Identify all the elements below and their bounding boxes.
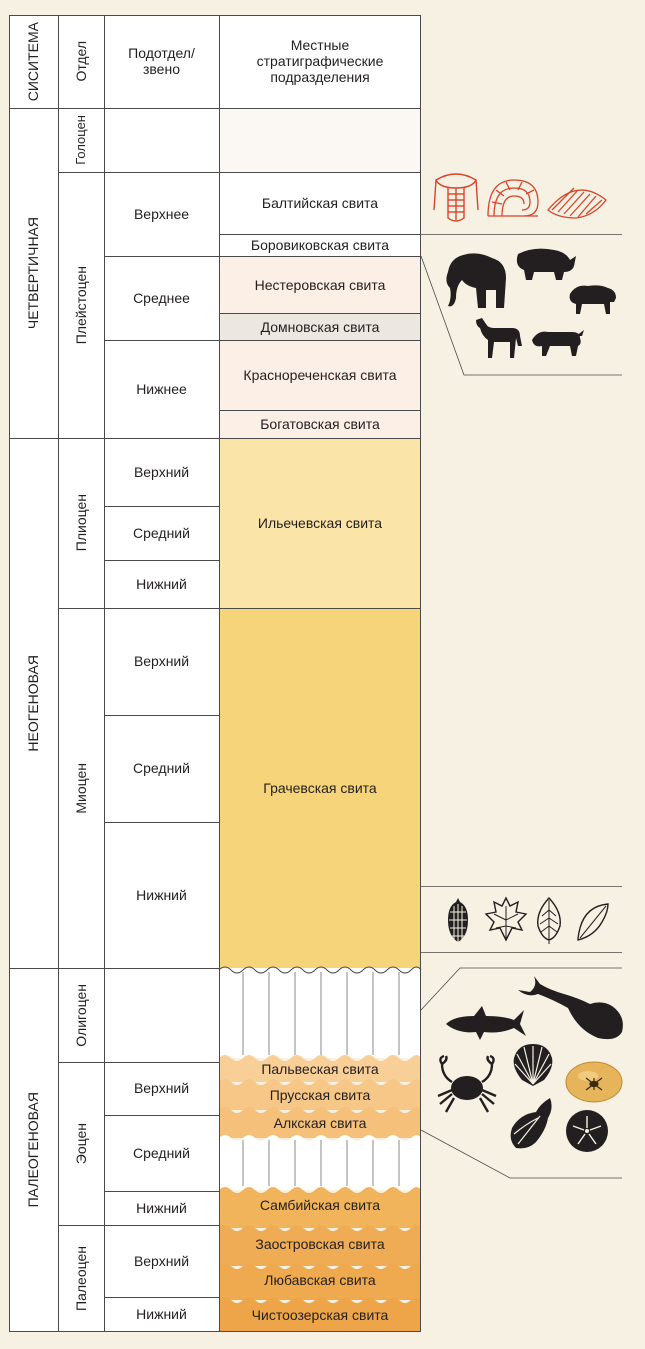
subdept-middle-pleistocene: Среднее bbox=[133, 289, 190, 306]
formation-alksk: Алкская свита bbox=[273, 1115, 367, 1131]
cave-lion-icon bbox=[528, 326, 584, 358]
scallop-icon bbox=[512, 1042, 554, 1086]
sand-dollar-icon bbox=[564, 1108, 610, 1154]
system-quaternary: ЧЕТВЕРТИЧНАЯ bbox=[25, 216, 42, 330]
dept-pleistocene: Плейстоцен bbox=[72, 265, 89, 345]
subdept-lower-paleocene: Нижний bbox=[136, 1306, 187, 1323]
header-local-units: Местные стратиграфические подразделения bbox=[256, 37, 384, 86]
subdept-lower-miocene: Нижний bbox=[136, 886, 187, 903]
formation-sambiysk: Самбийская свита bbox=[259, 1197, 381, 1213]
system-neogene: НЕОГЕНОВАЯ bbox=[25, 654, 42, 752]
mammoth-icon bbox=[440, 252, 512, 310]
dept-oligocene: Олигоцен bbox=[72, 983, 89, 1047]
whale-icon bbox=[516, 972, 626, 1044]
subdept-middle-miocene: Средний bbox=[133, 760, 190, 777]
amber-insect-icon bbox=[564, 1058, 624, 1104]
formation-chistooz: Чистоозерская свита bbox=[251, 1307, 389, 1323]
subdept-upper-pleistocene: Верхнее bbox=[133, 205, 190, 222]
formation-nesterov: Нестеровская свита bbox=[219, 256, 421, 313]
subdept-upper-pliocene: Верхний bbox=[133, 463, 190, 480]
formation-grachev: Грачевская свита bbox=[219, 608, 421, 968]
header-subdepartment: Подотдел/ звено bbox=[128, 45, 195, 78]
subdept-upper-eocene: Верхний bbox=[133, 1080, 190, 1097]
dept-miocene: Миоцен bbox=[72, 762, 89, 814]
dept-pliocene: Плиоцен bbox=[72, 494, 89, 552]
header-department: Отдел bbox=[72, 41, 89, 82]
subdept-upper-miocene: Верхний bbox=[133, 653, 190, 670]
gastropod-icon bbox=[506, 1094, 556, 1150]
subdept-lower-pliocene: Нижний bbox=[136, 575, 187, 592]
formation-domnov: Домновская свита bbox=[219, 313, 421, 340]
formation-ilyechev: Ильечевская свита bbox=[219, 438, 421, 608]
formation-prussk: Прусская свита bbox=[269, 1087, 371, 1103]
formation-zaostrov: Заостровская свита bbox=[255, 1236, 385, 1252]
bison-icon bbox=[566, 282, 618, 316]
dept-eocene: Эоцен bbox=[72, 1122, 89, 1165]
formation-lyubavsk: Любавская свита bbox=[264, 1272, 376, 1288]
rhino-icon bbox=[512, 246, 578, 282]
formation-bogatov: Богатовская свита bbox=[219, 410, 421, 438]
dept-paleocene: Палеоцен bbox=[72, 1246, 89, 1311]
subdept-upper-paleocene: Верхний bbox=[133, 1252, 190, 1269]
subdept-lower-pleistocene: Нижнее bbox=[136, 380, 187, 397]
formation-baltic: Балтийская свита bbox=[219, 172, 421, 234]
brachiopod-icon bbox=[546, 180, 608, 220]
formation-borovikovo: Боровиковская свита bbox=[219, 234, 421, 256]
maple-leaf-icon bbox=[484, 896, 528, 942]
crab-icon bbox=[434, 1052, 500, 1118]
trilobite-icon bbox=[432, 170, 480, 224]
header-system: СИСИТЕМА bbox=[25, 21, 42, 102]
subdept-middle-pliocene: Средний bbox=[133, 524, 190, 541]
ammonite-icon bbox=[484, 176, 542, 220]
dept-holocene: Голоцен bbox=[72, 115, 88, 165]
willow-leaf-icon bbox=[576, 900, 610, 942]
shark-icon bbox=[444, 1006, 526, 1046]
system-paleogene: ПАЛЕОГЕНОВАЯ bbox=[25, 1092, 42, 1208]
horse-icon bbox=[472, 316, 524, 360]
birch-leaf-icon bbox=[534, 896, 564, 944]
subdept-middle-eocene: Средний bbox=[133, 1144, 190, 1161]
formation-krasnorechensk: Краснореченская свита bbox=[219, 340, 421, 410]
subdept-lower-eocene: Нижний bbox=[136, 1199, 187, 1216]
cone-icon bbox=[444, 896, 472, 944]
formation-palvesk: Пальвеская свита bbox=[261, 1061, 379, 1077]
